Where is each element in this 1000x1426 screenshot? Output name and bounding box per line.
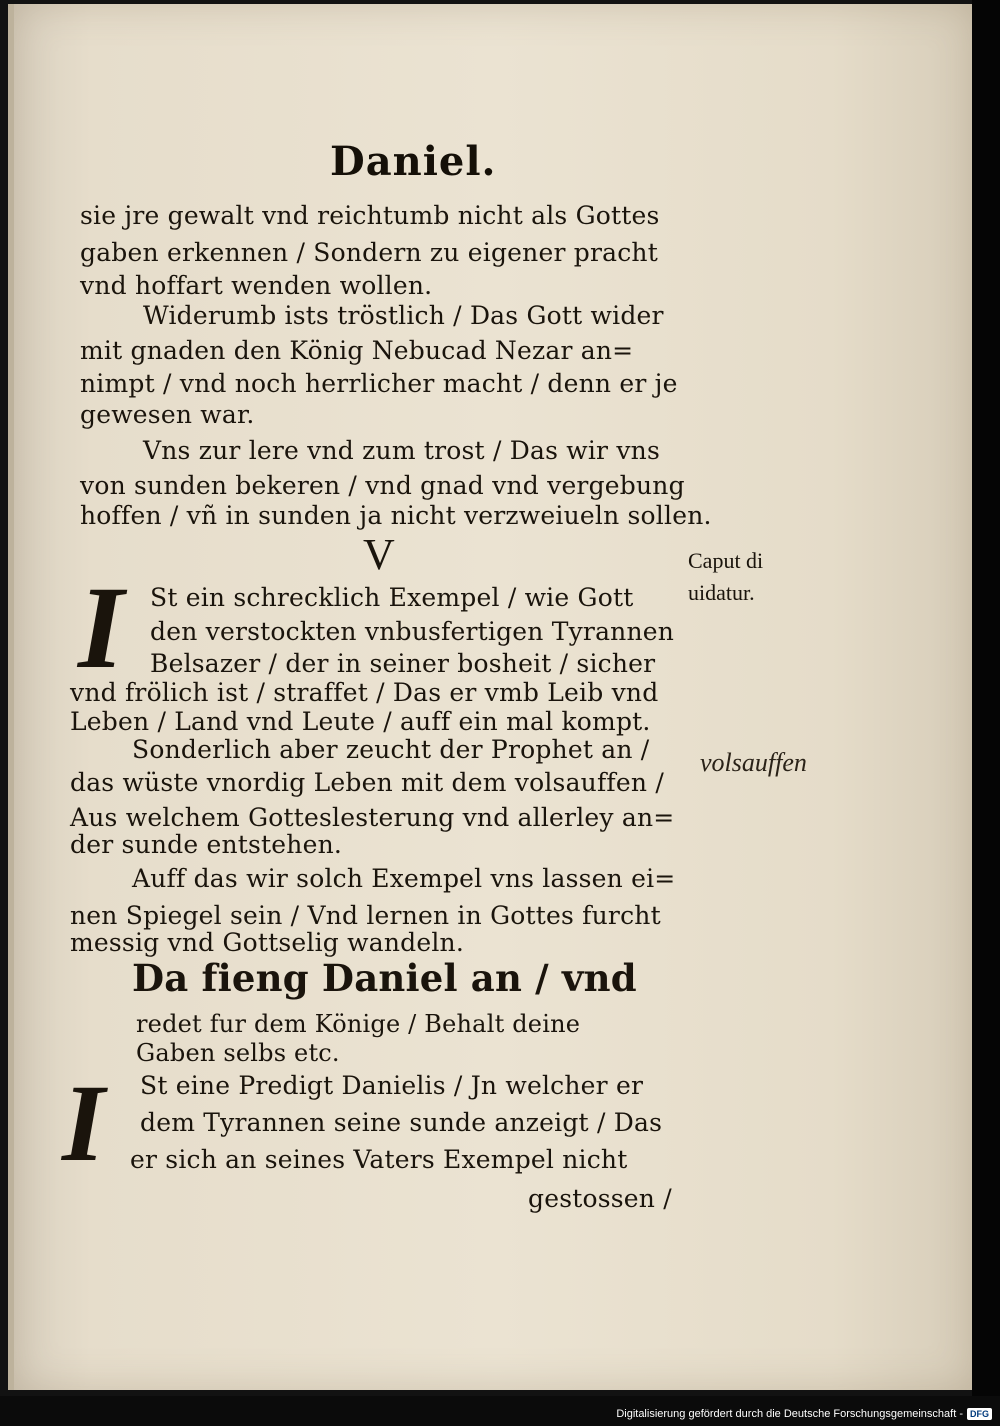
drop-initial: I	[62, 1062, 105, 1184]
text-line: das wüste vnordig Leben mit dem volsauffen /	[70, 768, 664, 797]
dfg-logo: DFG	[967, 1408, 992, 1420]
text-line: nimpt / vnd noch herrlicher macht / denn er je	[80, 369, 678, 398]
chapter-mark: V	[363, 530, 395, 579]
text-line: gaben erkennen / Sondern zu eigener pracht	[80, 238, 658, 267]
text-line: St eine Predigt Danielis / Jn welcher er	[140, 1071, 644, 1100]
text-line: von sunden bekeren / vnd gnad vnd vergebung	[80, 471, 685, 500]
footer-text: Digitalisierung gefördert durch die Deutsche Forschungsgemeinschaft -	[616, 1408, 963, 1420]
text-line: St ein schrecklich Exempel / wie Gott	[150, 583, 634, 612]
text-line: dem Tyrannen seine sunde anzeigt / Das	[140, 1108, 663, 1137]
text-line: Vns zur lere vnd zum trost / Das wir vns	[143, 436, 660, 465]
text-line: Sonderlich aber zeucht der Prophet an /	[132, 735, 650, 764]
text-line: Aus welchem Gotteslesterung vnd allerley an=	[70, 803, 675, 832]
text-line: hoffen / vñ in sunden ja nicht verzweiueln sollen.	[80, 501, 712, 530]
drop-initial: I	[78, 562, 124, 693]
text-line: er sich an seines Vaters Exempel nicht	[130, 1145, 628, 1174]
text-line: Auff das wir solch Exempel vns lassen ei=	[132, 864, 676, 893]
text-line: messig vnd Gottselig wandeln.	[70, 928, 465, 957]
funding-footer	[616, 1408, 992, 1420]
text-line: vnd hoffart wenden wollen.	[80, 271, 433, 300]
page-title: Daniel.	[330, 138, 497, 185]
margin-note: uidatur.	[688, 580, 755, 605]
section-heading: Da fieng Daniel an / vnd	[132, 956, 637, 1000]
text-line: der sunde entstehen.	[70, 830, 343, 859]
text-line: Widerumb ists tröstlich / Das Gott wider	[143, 301, 664, 330]
text-line: Leben / Land vnd Leute / auff ein mal kompt.	[70, 707, 651, 736]
scan-edge	[972, 0, 1000, 1396]
text-line: gewesen war.	[80, 400, 255, 429]
text-line: sie jre gewalt vnd reichtumb nicht als Gottes	[80, 201, 660, 230]
handwritten-note: volsauffen	[700, 748, 807, 777]
text-line: den verstockten vnbusfertigen Tyrannen	[150, 617, 675, 646]
text-line: mit gnaden den König Nebucad Nezar an=	[80, 336, 634, 365]
margin-note: Caput di	[688, 548, 764, 573]
text-line: Belsazer / der in seiner bosheit / sicher	[150, 649, 656, 678]
text-line: redet fur dem Könige / Behalt deine	[136, 1010, 581, 1038]
text-line: vnd frölich ist / straffet / Das er vmb Leib vnd	[70, 678, 659, 707]
text-line: nen Spiegel sein / Vnd lernen in Gottes furcht	[70, 901, 661, 930]
text-line: Gaben selbs etc.	[136, 1039, 340, 1067]
text-line: gestossen /	[528, 1184, 672, 1213]
